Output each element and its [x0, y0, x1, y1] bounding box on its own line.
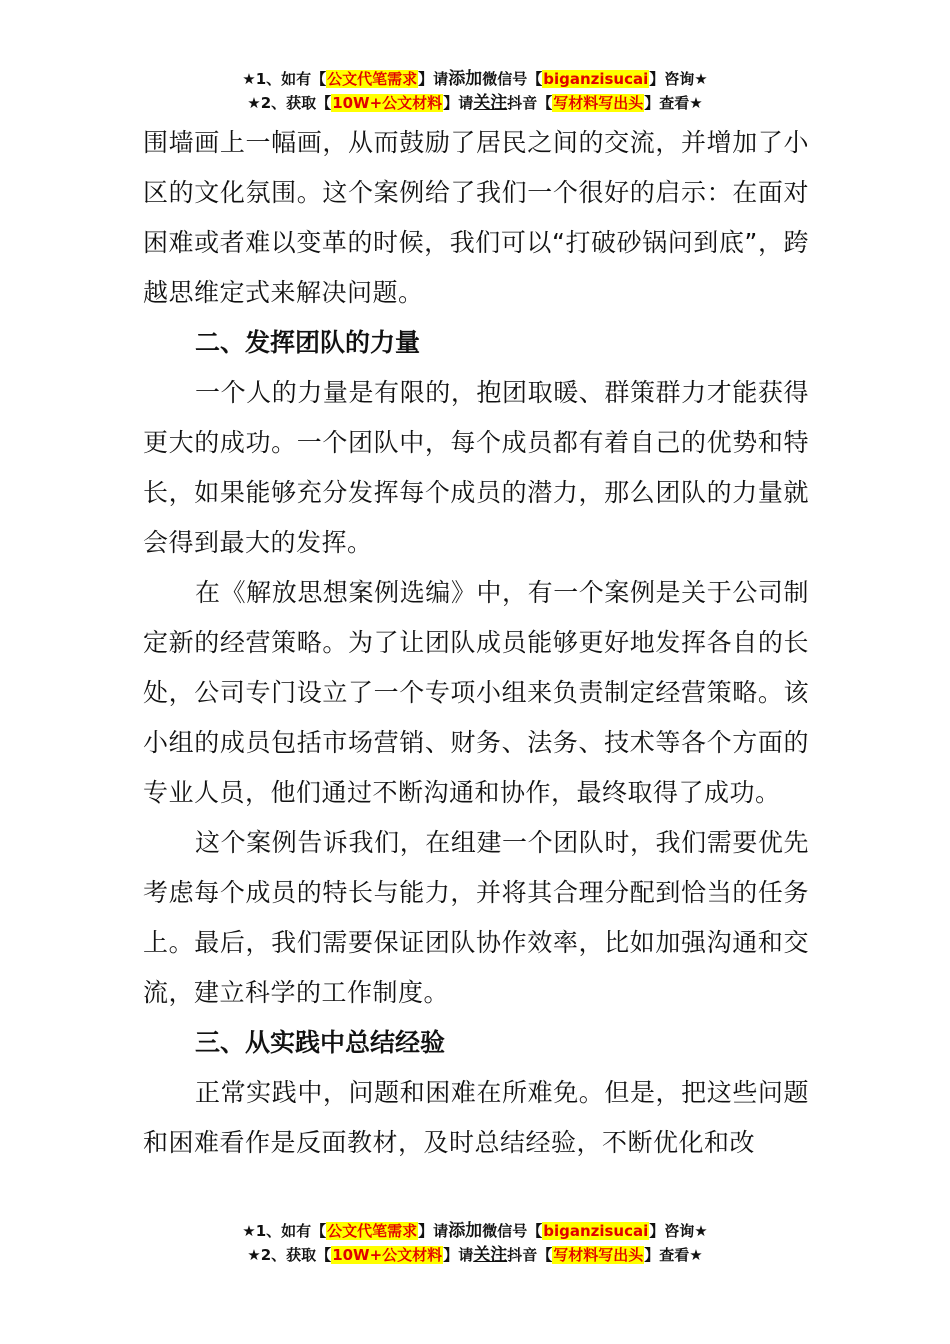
highlight-wechat-id: biganzisucai — [543, 1222, 649, 1240]
promo-text: 】请 — [443, 1246, 474, 1264]
promo-line-1 — [0, 67, 950, 91]
promo-text: 】请 — [418, 70, 449, 88]
highlight-wechat-id: biganzisucai — [543, 70, 649, 88]
bottom-promo-banner — [0, 1219, 950, 1267]
promo-text: 抖音【 — [507, 1246, 553, 1264]
paragraph-4: 这个案例告诉我们，在组建一个团队时，我们需要优先考虑每个成员的特长与能力，并将其合理分配到恰当的任务上。最后，我们需要保证团队协作效率，比如加强沟通和交流，建立科学的工作制度。 — [143, 828, 809, 1007]
promo-emphasis: 关注 — [473, 1245, 508, 1265]
paragraph-1: 围墙画上一幅画，从而鼓励了居民之间的交流，并增加了小区的文化氛围。这个案例给了我们一个很好的启示：在面对困难或者难以变革的时候，我们可以“打破砂锅问到底”，跨越思维定式来解决问题。 — [143, 128, 809, 307]
highlight-douyin-account: 写材料写出头 — [553, 1246, 644, 1264]
highlight-service: 公文代笔需求 — [327, 70, 418, 88]
highlight-service: 公文代笔需求 — [327, 1222, 418, 1240]
section-heading-3: 三、从实践中总结经验 — [195, 1028, 446, 1057]
paragraph-5: 正常实践中，问题和困难在所难免。但是，把这些问题和困难看作是反面教材，及时总结经验，不断优化和改 — [143, 1078, 809, 1157]
highlight-materials: 10W+公文材料 — [332, 1246, 443, 1264]
document-body — [143, 118, 809, 1168]
promo-text: 】查看★ — [644, 94, 703, 112]
promo-line-2 — [0, 1243, 950, 1267]
promo-text: ★2、获取【 — [247, 1246, 332, 1264]
paragraph-3: 在《解放思想案例选编》中，有一个案例是关于公司制定新的经营策略。为了让团队成员能够更好地发挥各自的长处，公司专门设立了一个专项小组来负责制定经营策略。该小组的成员包括市场营销、财务、法务、技术等各个方面的专业人员，他们通过不断沟通和协作，最终取得了成功。 — [143, 578, 809, 807]
promo-text: ★1、如有【 — [242, 70, 327, 88]
promo-text: 】咨询★ — [649, 70, 708, 88]
highlight-materials: 10W+公文材料 — [332, 94, 443, 112]
section-heading-2: 二、发挥团队的力量 — [195, 328, 421, 357]
promo-emphasis: 添加 — [448, 1221, 483, 1241]
promo-line-2 — [0, 91, 950, 115]
top-promo-banner — [0, 67, 950, 115]
promo-line-1 — [0, 1219, 950, 1243]
promo-text: 抖音【 — [507, 94, 553, 112]
promo-text: ★2、获取【 — [247, 94, 332, 112]
promo-text: 微信号【 — [482, 1222, 543, 1240]
promo-text: 】咨询★ — [649, 1222, 708, 1240]
promo-text: 微信号【 — [482, 70, 543, 88]
promo-text: 】请 — [418, 1222, 449, 1240]
promo-text: 】请 — [443, 94, 474, 112]
promo-text: ★1、如有【 — [242, 1222, 327, 1240]
promo-emphasis: 关注 — [473, 93, 508, 113]
promo-emphasis: 添加 — [448, 69, 483, 89]
paragraph-2: 一个人的力量是有限的，抱团取暖、群策群力才能获得更大的成功。一个团队中，每个成员都有着自己的优势和特长，如果能够充分发挥每个成员的潜力，那么团队的力量就会得到最大的发挥。 — [143, 378, 809, 557]
promo-text: 】查看★ — [644, 1246, 703, 1264]
highlight-douyin-account: 写材料写出头 — [553, 94, 644, 112]
